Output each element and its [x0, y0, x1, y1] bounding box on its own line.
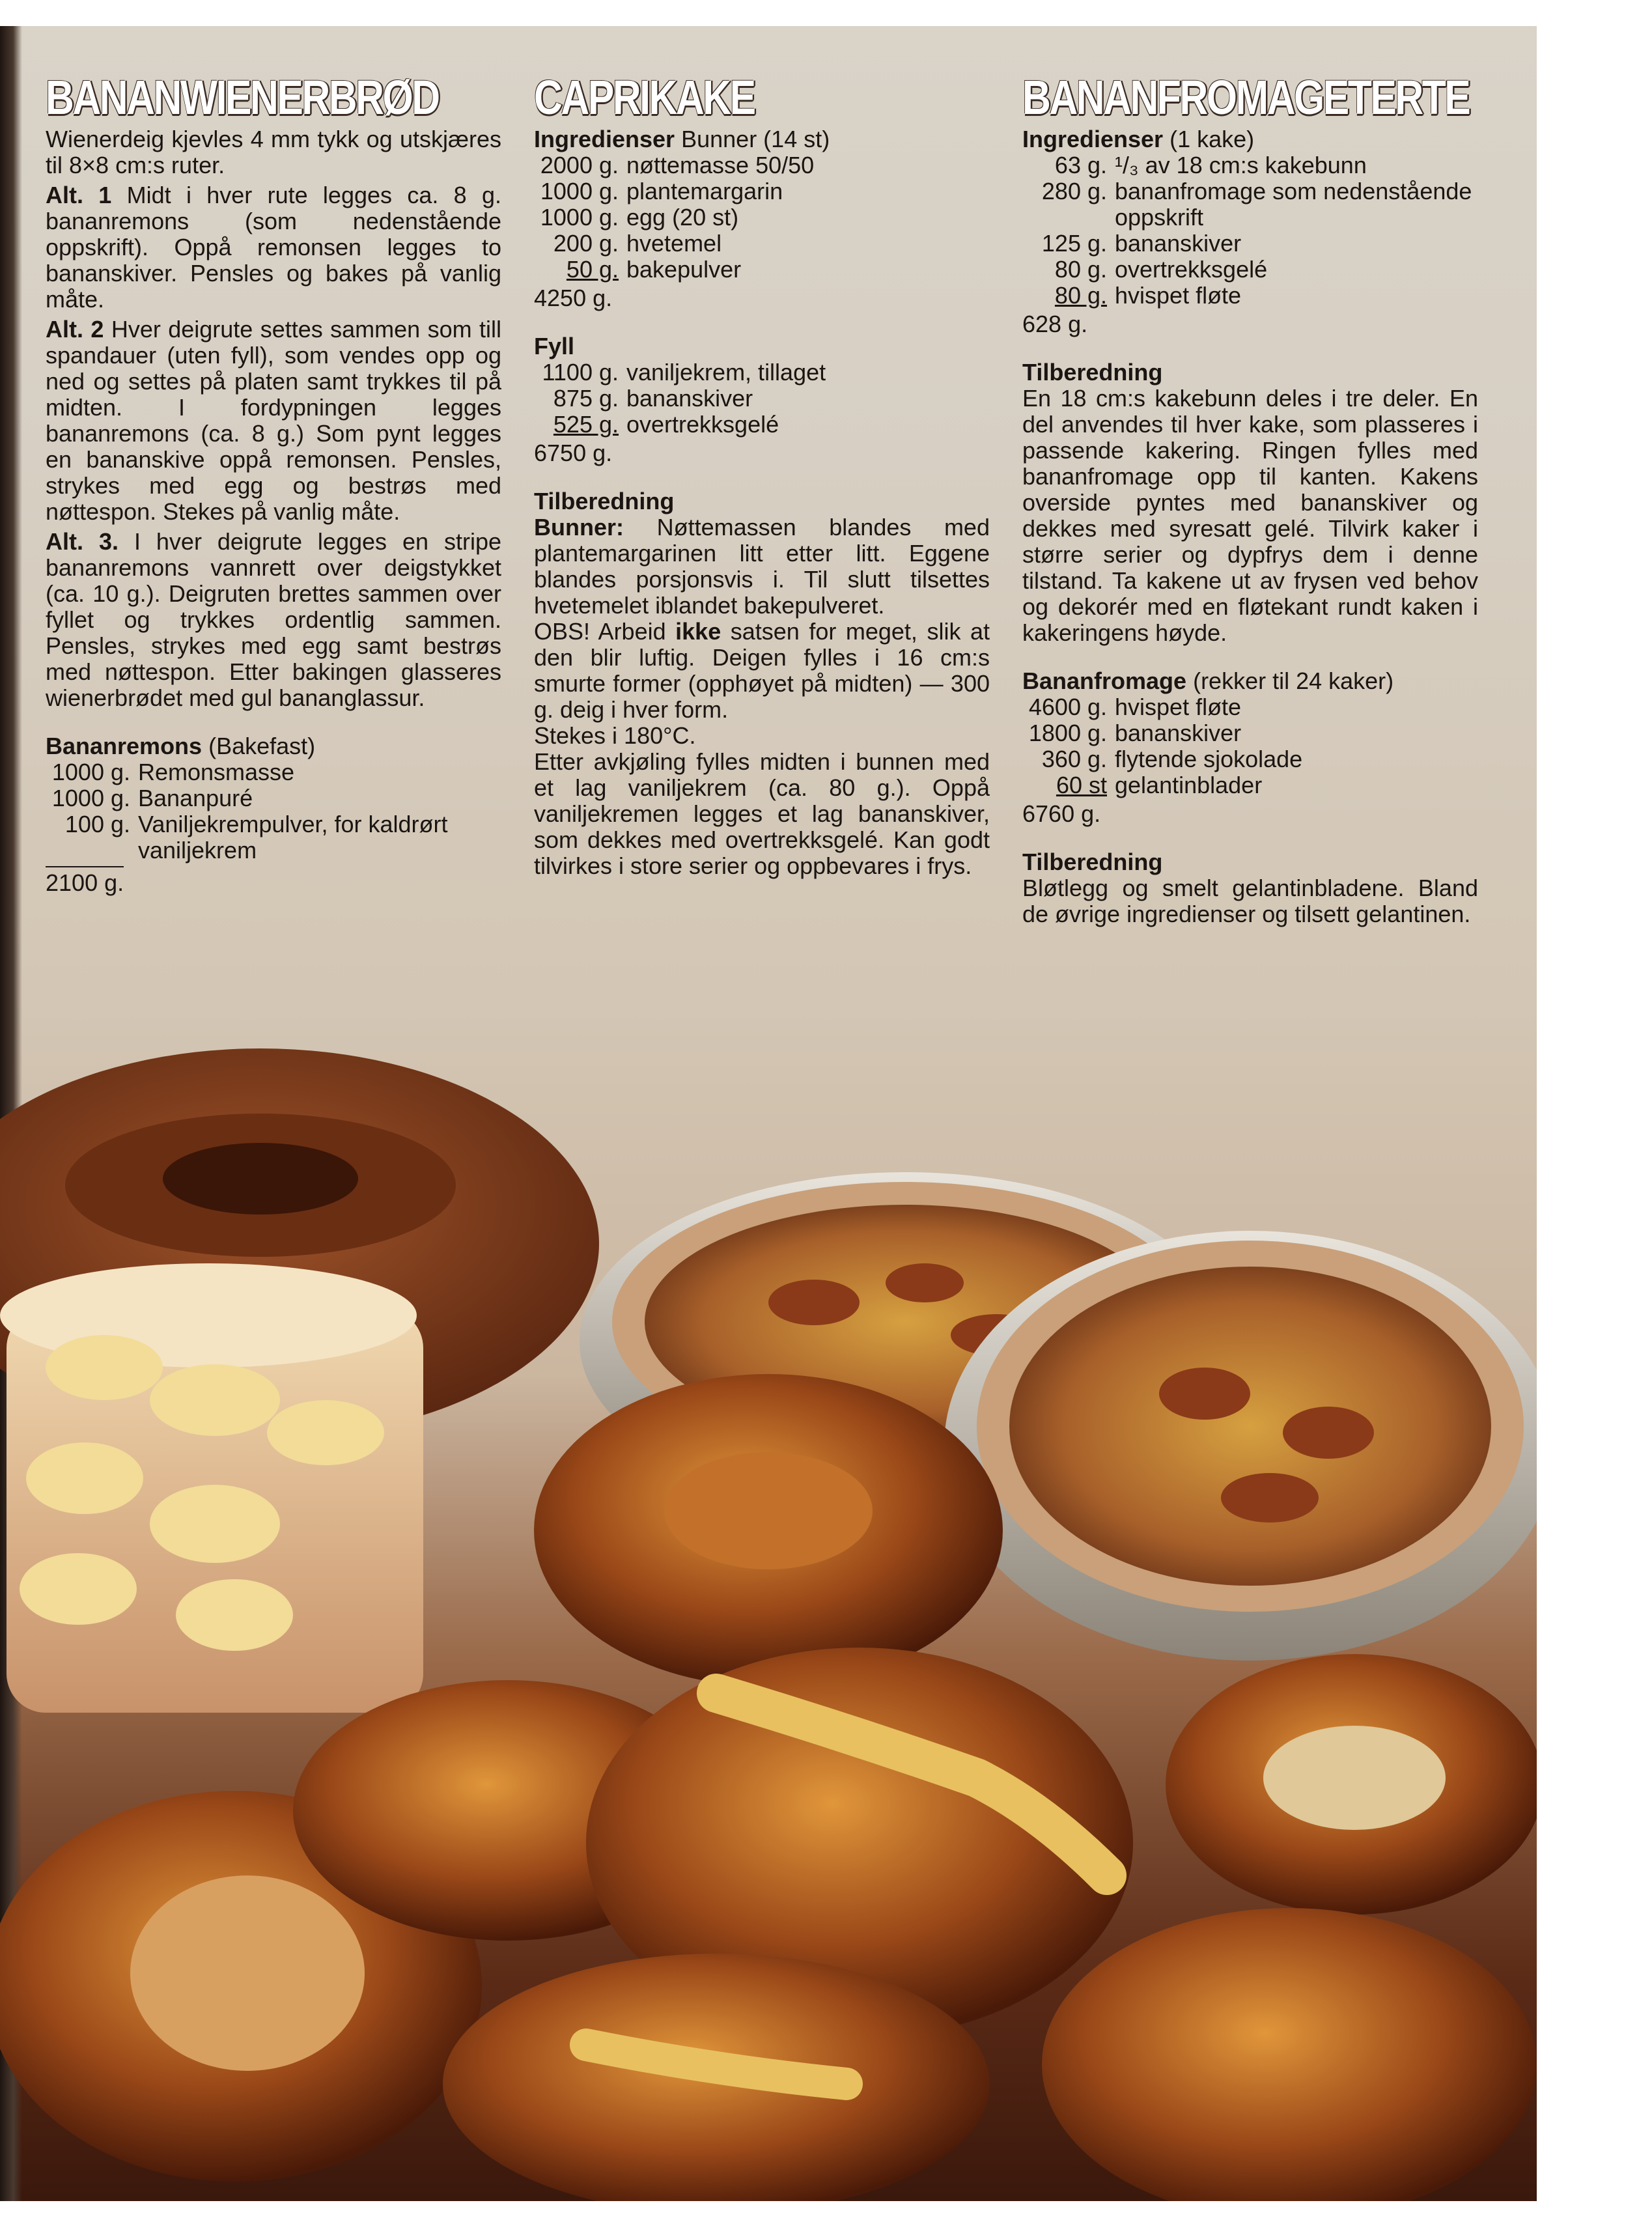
remons-ingredient-list	[46, 759, 501, 864]
ingredient-name: ¹/₃ av 18 cm:s kakebunn	[1115, 152, 1367, 178]
remons-heading	[46, 733, 501, 759]
ingredient-amount: 360 g.	[1041, 746, 1107, 772]
ingredient-amount: 2000 g.	[540, 152, 619, 178]
ingredient-amount: 875 g.	[553, 385, 619, 412]
ingredient-name: nøttemasse 50/50	[626, 152, 815, 178]
ingredient-name: Vaniljekrempulver, for kaldrørt vaniljekrem	[138, 811, 448, 864]
caprikake-tin-front	[944, 1231, 1537, 1661]
ingredient-name: hvispet fløte	[1115, 694, 1242, 720]
stekes-text: Stekes i 180°C.	[534, 722, 696, 749]
remons-title: Bananremons	[46, 733, 203, 759]
ingredients-heading	[534, 126, 990, 152]
recipe-title: BANANFROMAGETERTE	[1022, 70, 1470, 124]
fyll-heading: Fyll	[534, 333, 575, 359]
ingredient-amount: 100 g.	[64, 811, 130, 837]
remons-total: 2100 g.	[46, 869, 124, 896]
ingredients-label: Ingredienser	[1022, 126, 1164, 152]
alt2-text: Hver deigrute settes sammen som till spandauer (uten fyll), som vendes opp og ned og settes på platen samt trykkes til på midten. I fordypningen legges bananremons (ca. 8 g.) Som pynt legges en bananskive oppå remonsen. Pensles, strykes med egg og bestrøs med nøttespon. Stekes på vanlig måte.	[46, 316, 501, 525]
ingredient-amount: 80 g.	[1054, 282, 1107, 309]
alt1-label: Alt. 1	[46, 182, 112, 208]
ingredient-amount: 4600 g.	[1028, 694, 1107, 720]
bunner-text: Nøttemassen blandes med plantemargarinen litt etter litt. Eggene blandes porsjonsvis i. Til slutt tilsettes hvetemelet iblandet bakepulveret.	[534, 514, 990, 619]
ingredient-name: hvetemel	[626, 230, 722, 257]
terte-ingredient-list	[1022, 152, 1478, 309]
alt1-paragraph	[46, 182, 501, 313]
fromage-heading	[1022, 668, 1478, 694]
intro-text: Wienerdeig kjevles 4 mm tykk og utskjæres til 8×8 cm:s ruter.	[46, 126, 501, 178]
recipe-title: BANANWIENERBRØD	[46, 70, 439, 124]
ingredient-name: bakepulver	[626, 256, 742, 283]
fromage-total: 6760 g.	[1022, 800, 1101, 827]
ingredient-amount: 1000 g.	[51, 785, 130, 811]
ingredient-name: bananskiver	[626, 385, 753, 412]
ingredients-subtitle: (1 kake)	[1169, 126, 1255, 152]
obs-pre: OBS! Arbeid	[534, 618, 666, 645]
ingredient-amount: 200 g.	[553, 230, 619, 257]
bunner-paragraph	[534, 514, 990, 619]
ingredient-name: Bananpuré	[138, 785, 253, 811]
bunner-label: Bunner:	[534, 514, 624, 541]
alt3-label: Alt. 3.	[46, 528, 119, 555]
ingredients-label: Ingredienser	[534, 126, 675, 152]
fromage-ingredient-list	[1022, 694, 1478, 798]
alt1-text: Midt i hver rute legges ca. 8 g. bananremons (som nedenstående oppskrift). Oppå remonsen legges to bananskiver. Pensles og bakes på vanlig måte.	[46, 182, 501, 313]
ingredient-amount: 280 g.	[1041, 178, 1107, 204]
fyll-total: 6750 g.	[534, 440, 613, 466]
fromage-subtitle: (rekker til 24 kaker)	[1193, 667, 1394, 694]
ingredient-name: egg (20 st)	[626, 204, 739, 231]
ingredient-amount: 60 st	[1056, 772, 1107, 798]
ingredient-amount: 1000 g.	[540, 204, 619, 231]
ingredient-amount: 1800 g.	[1028, 720, 1107, 746]
obs-bold: ikke	[675, 618, 721, 645]
remons-subtitle: (Bakefast)	[208, 733, 316, 759]
ingredient-amount: 50 g.	[566, 256, 619, 283]
ingredient-amount: 525 g.	[553, 411, 619, 438]
obs-post: satsen for meget, slik at den blir luftig. Deigen fylles i 16 cm:s smurte former (opphøyet på midten) — 300 g. deig i hver form.	[534, 618, 990, 723]
ingredient-name: bananskiver	[1115, 720, 1242, 746]
ingredients-heading	[1022, 126, 1478, 152]
ingredient-name: plantemargarin	[626, 178, 783, 204]
ingredient-amount: 1100 g.	[542, 359, 619, 386]
column-caprikake	[534, 72, 990, 879]
alt2-paragraph	[46, 316, 501, 525]
ingredient-amount: 1000 g.	[540, 178, 619, 204]
ingredient-name: bananskiver	[1115, 230, 1242, 257]
tilberedning-text: En 18 cm:s kakebunn deles i tre deler. En del anvendes til hver kake, som plasseres i passende kakering. Ringen fylles med bananfromage opp til kanten. Kakens overside pyntes med bananskiver og dekkes med syresatt gelé. Tilvirk kaker i større serier og dypfrys dem i denne tilstand. Ta kakene ut av frysen ved behov og dekorér med en fløtekant rundt kaken i kakeringens høyde.	[1022, 385, 1478, 646]
ingredient-amount: 80 g.	[1054, 256, 1107, 283]
magazine-page	[0, 26, 1537, 2201]
alt3-paragraph	[46, 529, 501, 711]
bunner-ingredient-list	[534, 152, 990, 283]
pastry-photo	[0, 1029, 1537, 2201]
ingredient-name: overtrekksgelé	[1115, 256, 1268, 283]
obs-paragraph	[534, 619, 990, 723]
column-bananfromageterte	[1022, 72, 1478, 927]
bananfromage-cake	[0, 1263, 423, 1713]
tilberedning-heading: Tilberedning	[534, 488, 675, 514]
recipe-title: CAPRIKAKE	[534, 70, 755, 124]
fromage-title: Bananfromage	[1022, 667, 1187, 694]
column-bananwienerbrod	[46, 72, 501, 896]
alt3-text: I hver deigrute legges en stripe bananremons vannrett over deigstykket (ca. 10 g.). Deigruten brettes sammen over fyllet og trykkes ordentlig sammen. Pensles, strykes med egg samt bestrøs med nøttespon. Etter bakingen glasseres wienerbrødet med gul bananglassur.	[46, 528, 501, 711]
ingredient-name: flytende sjokolade	[1115, 746, 1303, 772]
ingredient-amount: 63 g.	[1054, 152, 1107, 178]
ingredient-name: vaniljekrem, tillaget	[626, 359, 826, 386]
ingredient-name: Remonsmasse	[138, 759, 295, 785]
ingredient-name: hvispet fløte	[1115, 282, 1242, 309]
bunner-total: 4250 g.	[534, 285, 613, 311]
tilberedning2-heading: Tilberedning	[1022, 849, 1163, 875]
ingredient-name: overtrekksgelé	[626, 411, 779, 438]
total-rule	[46, 866, 124, 867]
ingredient-name: bananfromage som nedenstående oppskrift	[1115, 178, 1472, 231]
alt2-label: Alt. 2	[46, 316, 104, 343]
terte-total: 628 g.	[1022, 311, 1088, 337]
ingredients-subtitle: Bunner (14 st)	[681, 126, 830, 152]
ingredient-name: gelantinblader	[1115, 772, 1263, 798]
tilberedning-heading: Tilberedning	[1022, 359, 1163, 386]
fyll-ingredient-list	[534, 359, 990, 438]
ingredient-amount: 125 g.	[1041, 230, 1107, 257]
etter-paragraph: Etter avkjøling fylles midten i bunnen med et lag vaniljekrem (ca. 80 g.). Oppå vaniljekremen legges et lag bananskiver, som dekkes med overtrekksgelé. Kan godt tilvirkes i store serier og oppbevares i frys.	[534, 748, 990, 879]
ingredient-amount: 1000 g.	[51, 759, 130, 785]
tilberedning2-text: Bløtlegg og smelt gelantinbladene. Bland de øvrige ingredienser og tilsett gelantinen.	[1022, 875, 1478, 927]
